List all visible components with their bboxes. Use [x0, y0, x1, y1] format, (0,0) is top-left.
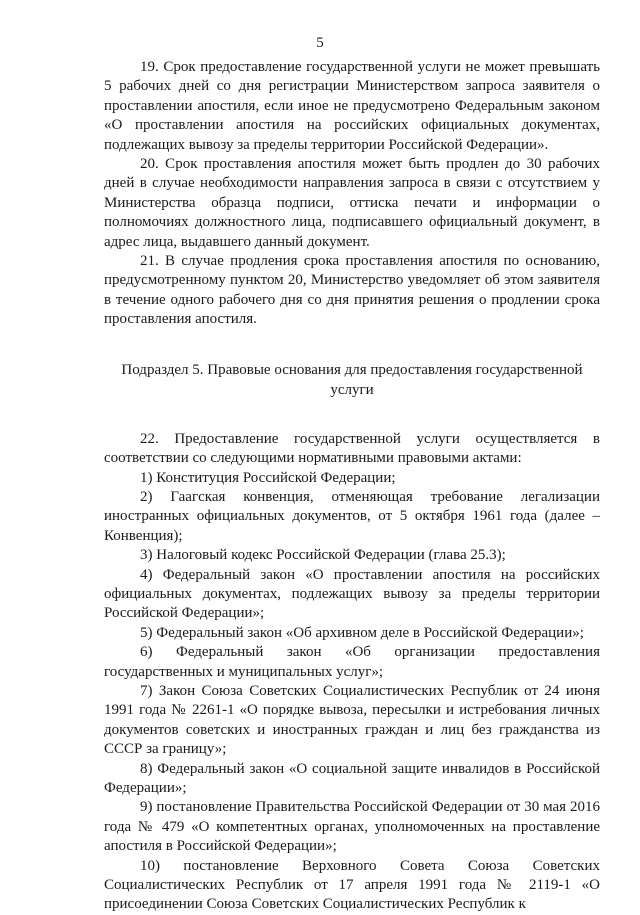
list-item-9: 9) постановление Правительства Российской Федерации от 30 мая 2016 года № 479 «О компетентных органах, уполномоченных на проставление апостиля в Российской Федерации»; — [104, 799, 600, 855]
list-item-8: 8) Федеральный закон «О социальной защите инвалидов в Российской Федерации»; — [104, 760, 600, 796]
paragraph-19: 19. Срок предоставление государственной услуги не может превышать 5 рабочих дней со дня регистрации Министерством запроса заявителя о проставлении апостиля, если иное не предусмотрено Федеральным законом «О проставлении апостиля на российских официальных документах, подлежащих вывозу за пределы территории Российской Федерации». — [104, 59, 600, 153]
subsection-heading: Подраздел 5. Правовые основания для предоставления государственной услуги — [121, 361, 583, 398]
list-item-1: 1) Конституция Российской Федерации; — [140, 469, 396, 486]
list-item-2: 2) Гаагская конвенция, отменяющая требование легализации иностранных официальных документов, от 5 октября 1961 года (далее – Конвенция); — [104, 488, 600, 544]
list-item-4: 4) Федеральный закон «О проставлении апостиля на российских официальных документах, подлежащих вывозу за пределы территории Российской Федерации»; — [104, 566, 600, 622]
paragraph-22: 22. Предоставление государственной услуги осуществляется в соответствии со следующими нормативными правовыми актами: — [104, 430, 600, 467]
list-item-10: 10) постановление Верховного Совета Союза Советских Социалистических Республик от 17 апреля 1991 года № 2119-1 «О присоединении Союза Советских Социалистических Республик к — [104, 857, 600, 913]
page-number: 5 — [316, 35, 324, 51]
list-item-6: 6) Федеральный закон «Об организации предоставления государственных и муниципальных услуг»; — [104, 644, 600, 680]
list-item-3: 3) Налоговый кодекс Российской Федерации (глава 25.3); — [140, 547, 506, 564]
list-item-7: 7) Закон Союза Советских Социалистических Республик от 24 июня 1991 года № 2261-1 «О порядке вывоза, пересылки и истребования личных документов советских и иностранных граждан и лиц без гражданства из СССР за границу»; — [104, 682, 600, 758]
paragraph-21: 21. В случае продления срока проставления апостиля по основанию, предусмотренному пунктом 20, Министерство уведомляет об этом заявителя в течение одного рабочего дня со дня принятия решения о продлении срока проставления апостиля. — [104, 253, 600, 328]
list-item-5: 5) Федеральный закон «Об архивном деле в Российской Федерации»; — [140, 624, 584, 641]
paragraph-20: 20. Срок проставления апостиля может быть продлен до 30 рабочих дней в случае необходимости направления запроса в связи с отсутствием у Министерства образца подписи, оттиска печати и информации о полномочиях должностного лица, подписавшего официальный документ, в адрес лица, выдавшего данный документ. — [104, 156, 600, 250]
document-body — [104, 58, 600, 915]
